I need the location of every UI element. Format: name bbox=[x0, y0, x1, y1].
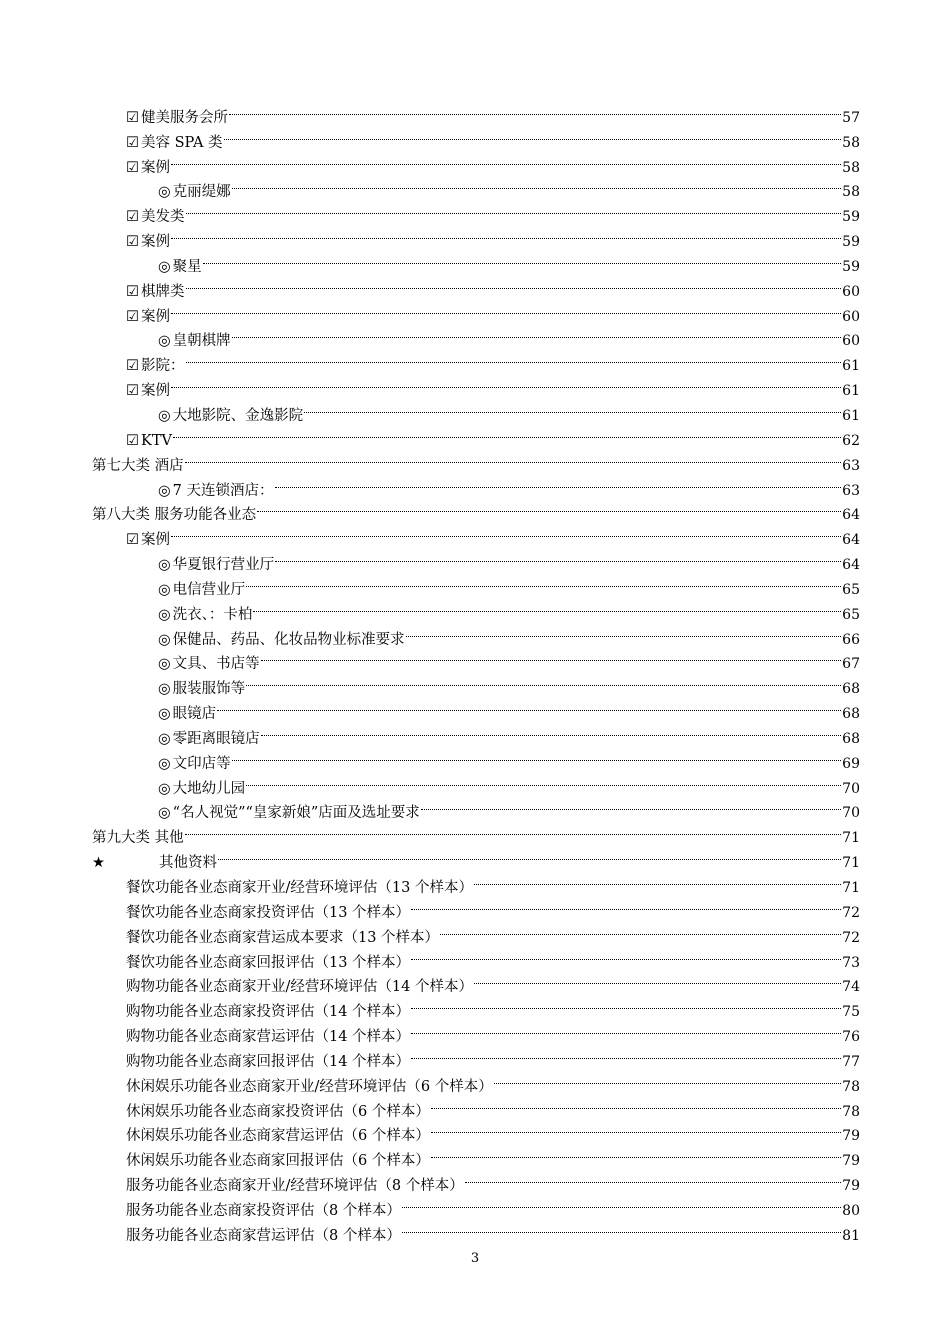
toc-entry-title: 零距离眼镜店 bbox=[172, 730, 260, 747]
dot-leader bbox=[402, 1215, 841, 1240]
toc-entry-title: 健美服务会所 bbox=[141, 109, 228, 126]
toc-entry-title: 案例 bbox=[141, 383, 170, 400]
toc-entry-page: 64 bbox=[842, 532, 860, 549]
dot-leader bbox=[304, 395, 841, 420]
dot-leader bbox=[261, 644, 841, 669]
dot-leader bbox=[232, 172, 841, 197]
toc-entry-page: 70 bbox=[842, 780, 860, 797]
toc-entry-title: 大地幼儿园 bbox=[172, 780, 246, 797]
dot-leader bbox=[474, 967, 841, 992]
dot-leader bbox=[411, 942, 841, 967]
checkbox-icon: ☑ bbox=[126, 358, 139, 375]
toc-entry-title: 购物功能各业态商家营运评估（14 个样本） bbox=[126, 1029, 411, 1046]
dot-leader bbox=[431, 1140, 841, 1165]
toc-entry[interactable] bbox=[92, 97, 860, 126]
dot-leader bbox=[431, 1116, 841, 1141]
dot-leader bbox=[465, 1165, 841, 1190]
toc-entry-page: 57 bbox=[842, 109, 860, 126]
dot-leader bbox=[421, 793, 841, 818]
toc-entry[interactable] bbox=[92, 296, 860, 325]
toc-entry-page: 78 bbox=[842, 1103, 860, 1120]
toc-entry[interactable] bbox=[92, 370, 860, 400]
toc-entry[interactable] bbox=[92, 420, 860, 449]
toc-entry-page: 60 bbox=[842, 283, 860, 300]
dot-leader bbox=[203, 246, 841, 271]
dot-leader bbox=[411, 991, 841, 1016]
toc-entry-page: 70 bbox=[842, 805, 860, 822]
dot-leader bbox=[171, 147, 841, 172]
dot-leader bbox=[224, 122, 841, 147]
toc-entry-page: 67 bbox=[842, 656, 860, 673]
dot-leader bbox=[431, 1091, 841, 1116]
toc-entry-title: 文印店等 bbox=[172, 755, 231, 772]
toc-entry-title: 眼镜店 bbox=[172, 706, 217, 723]
toc-entry-page: 63 bbox=[842, 482, 860, 499]
toc-entry-page: 79 bbox=[842, 1153, 860, 1170]
toc-entry-title: 克丽缇娜 bbox=[172, 184, 231, 201]
toc-entry-page: 68 bbox=[842, 730, 860, 747]
toc-entry[interactable] bbox=[92, 221, 860, 251]
toc-entry-page: 59 bbox=[842, 209, 860, 226]
toc-entry-page: 62 bbox=[842, 432, 860, 449]
toc-entry-page: 63 bbox=[842, 457, 860, 474]
dot-leader bbox=[406, 619, 841, 644]
toc-entry-title: 服务功能各业态商家营运评估（8 个样本） bbox=[126, 1227, 401, 1244]
toc-entry-page: 80 bbox=[842, 1202, 860, 1219]
toc-entry[interactable] bbox=[92, 147, 860, 176]
toc-entry-title: 购物功能各业态商家开业/经营环境评估（14 个样本） bbox=[126, 979, 473, 996]
toc-entry-title: 电信营业厅 bbox=[172, 581, 246, 598]
dot-leader bbox=[171, 221, 841, 246]
toc-entry-page: 81 bbox=[842, 1227, 860, 1244]
toc-entry-page: 76 bbox=[842, 1029, 860, 1046]
bullseye-icon: ◎ bbox=[158, 730, 171, 747]
toc-entry-page: 64 bbox=[842, 557, 860, 574]
toc-entry-page: 60 bbox=[842, 333, 860, 350]
toc-entry-title: 棋牌类 bbox=[141, 283, 185, 300]
toc-entry-page: 73 bbox=[842, 954, 860, 971]
dot-leader bbox=[186, 345, 842, 370]
toc-entry-page: 79 bbox=[842, 1128, 860, 1145]
toc-entry-title: 7 天连锁酒店： bbox=[172, 482, 274, 499]
toc-entry-title: 第九大类 其他 bbox=[92, 830, 184, 847]
bullseye-icon: ◎ bbox=[158, 805, 171, 822]
toc-entry-title: 案例 bbox=[141, 308, 170, 325]
toc-entry-title: 案例 bbox=[141, 159, 170, 176]
toc-entry-title: 休闲娱乐功能各业态商家开业/经营环境评估（6 个样本） bbox=[126, 1078, 493, 1095]
toc-entry-title: 案例 bbox=[141, 532, 170, 549]
toc-entry-page: 71 bbox=[842, 830, 860, 847]
toc-entry-title: 第七大类 酒店 bbox=[92, 457, 184, 474]
toc-entry-title: 购物功能各业态商家投资评估（14 个样本） bbox=[126, 1004, 411, 1021]
toc-entry-page: 72 bbox=[842, 929, 860, 946]
dot-leader bbox=[229, 97, 841, 122]
dot-leader bbox=[402, 1190, 841, 1215]
bullseye-icon: ◎ bbox=[158, 557, 171, 574]
dot-leader bbox=[186, 196, 842, 221]
dot-leader bbox=[171, 296, 841, 321]
table-of-contents bbox=[92, 97, 860, 1244]
dot-leader bbox=[246, 569, 841, 594]
dot-leader bbox=[411, 1016, 841, 1041]
checkbox-icon: ☑ bbox=[126, 109, 139, 126]
toc-entry-page: 66 bbox=[842, 631, 860, 648]
toc-entry-page: 68 bbox=[842, 706, 860, 723]
dot-leader bbox=[494, 1066, 841, 1091]
toc-entry[interactable] bbox=[92, 395, 860, 424]
toc-entry-page: 71 bbox=[842, 880, 860, 896]
toc-entry-page: 58 bbox=[842, 184, 860, 201]
toc-entry-title: 皇朝棋牌 bbox=[172, 333, 231, 350]
dot-leader bbox=[257, 495, 841, 520]
toc-entry-title: 聚星 bbox=[172, 258, 202, 275]
checkbox-icon: ☑ bbox=[126, 134, 139, 151]
bullseye-icon: ◎ bbox=[158, 631, 171, 648]
toc-entry-page: 69 bbox=[842, 755, 860, 772]
toc-entry-page: 58 bbox=[842, 159, 860, 176]
toc-entry-title: 服务功能各业态商家开业/经营环境评估（8 个样本） bbox=[126, 1178, 464, 1195]
toc-entry-title: 洗衣、：卡柏 bbox=[172, 606, 253, 623]
bullseye-icon: ◎ bbox=[158, 581, 171, 598]
toc-entry-page: 68 bbox=[842, 681, 860, 698]
bullseye-icon: ◎ bbox=[158, 333, 171, 350]
dot-leader bbox=[440, 917, 841, 942]
toc-entry[interactable] bbox=[92, 345, 860, 375]
dot-leader bbox=[186, 271, 842, 296]
toc-entry-page: 79 bbox=[842, 1178, 860, 1195]
toc-entry-page: 72 bbox=[842, 904, 860, 921]
dot-leader bbox=[411, 892, 841, 917]
toc-entry[interactable] bbox=[92, 271, 860, 300]
toc-entry-page: 65 bbox=[842, 606, 860, 623]
toc-entry-title: 影院： bbox=[141, 358, 185, 375]
dot-leader bbox=[275, 470, 842, 495]
toc-entry-title: 购物功能各业态商家回报评估（14 个样本） bbox=[126, 1053, 411, 1070]
bullseye-icon: ◎ bbox=[158, 780, 171, 797]
toc-entry-page: 74 bbox=[842, 979, 860, 996]
checkbox-icon: ☑ bbox=[126, 532, 139, 549]
bullseye-icon: ◎ bbox=[158, 258, 171, 275]
dot-leader bbox=[218, 842, 841, 867]
toc-entry-title: 服装服饰等 bbox=[172, 681, 246, 698]
bullseye-icon: ◎ bbox=[158, 606, 171, 623]
toc-entry[interactable] bbox=[92, 470, 860, 499]
dot-leader bbox=[232, 321, 841, 346]
toc-entry-title: 休闲娱乐功能各业态商家回报评估（6 个样本） bbox=[126, 1153, 430, 1170]
dot-leader bbox=[253, 594, 841, 619]
toc-entry[interactable] bbox=[92, 321, 860, 350]
toc-entry-title: KTV bbox=[141, 432, 172, 449]
checkbox-icon: ☑ bbox=[126, 234, 139, 251]
dot-leader bbox=[246, 768, 841, 793]
toc-entry-title: 餐饮功能各业态商家投资评估（13 个样本） bbox=[126, 904, 411, 921]
dot-leader bbox=[171, 370, 841, 395]
toc-entry-page: 77 bbox=[842, 1053, 860, 1070]
toc-entry-page: 61 bbox=[842, 358, 860, 375]
toc-entry[interactable] bbox=[92, 445, 860, 474]
checkbox-icon: ☑ bbox=[126, 308, 139, 325]
checkbox-icon: ☑ bbox=[126, 209, 139, 226]
toc-entry-page: 65 bbox=[842, 581, 860, 598]
toc-entry[interactable] bbox=[92, 172, 860, 201]
toc-entry-title: 餐饮功能各业态商家回报评估（13 个样本） bbox=[126, 954, 411, 971]
toc-entry[interactable] bbox=[92, 519, 860, 549]
toc-entry-page: 64 bbox=[842, 507, 860, 524]
checkbox-icon: ☑ bbox=[126, 159, 139, 176]
toc-entry-title: 餐饮功能各业态商家营运成本要求（13 个样本） bbox=[126, 929, 440, 946]
toc-entry-page: 75 bbox=[842, 1004, 860, 1021]
toc-entry-page: 60 bbox=[842, 308, 860, 325]
toc-entry-page: 61 bbox=[842, 383, 860, 400]
toc-entry[interactable] bbox=[92, 842, 860, 872]
toc-entry-title: 美容 SPA 类 bbox=[141, 134, 223, 151]
toc-entry-title: 案例 bbox=[141, 234, 170, 251]
dot-leader bbox=[185, 817, 841, 842]
toc-entry[interactable] bbox=[92, 817, 860, 847]
checkbox-icon: ☑ bbox=[126, 383, 139, 400]
dot-leader bbox=[171, 519, 841, 544]
dot-leader bbox=[173, 420, 841, 445]
dot-leader bbox=[474, 867, 841, 892]
toc-entry-page: 59 bbox=[842, 234, 860, 251]
toc-entry[interactable] bbox=[92, 544, 860, 574]
toc-entry-title: 其他资料 bbox=[159, 855, 217, 872]
bullseye-icon: ◎ bbox=[158, 656, 171, 673]
toc-entry-title: 文具、书店等 bbox=[172, 656, 260, 673]
dot-leader bbox=[246, 668, 841, 693]
checkbox-icon: ☑ bbox=[126, 283, 139, 300]
dot-leader bbox=[411, 1041, 841, 1066]
toc-entry-title: 休闲娱乐功能各业态商家投资评估（6 个样本） bbox=[126, 1103, 430, 1120]
toc-entry-page: 71 bbox=[842, 855, 860, 872]
bullseye-icon: ◎ bbox=[158, 706, 171, 723]
dot-leader bbox=[185, 445, 841, 470]
bullseye-icon: ◎ bbox=[158, 755, 171, 772]
toc-entry-page: 58 bbox=[842, 134, 860, 151]
toc-entry-title: 华夏银行营业厅 bbox=[172, 557, 275, 574]
page-number: 3 bbox=[470, 1251, 480, 1266]
toc-entry-title: 美发类 bbox=[141, 209, 185, 226]
bullseye-icon: ◎ bbox=[158, 681, 171, 698]
dot-leader bbox=[232, 743, 841, 768]
toc-entry[interactable] bbox=[92, 246, 860, 275]
toc-entry-title: 大地影院、金逸影院 bbox=[172, 407, 304, 424]
toc-entry-page: 78 bbox=[842, 1078, 860, 1095]
star-icon: ★ bbox=[92, 855, 105, 872]
bullseye-icon: ◎ bbox=[158, 184, 171, 201]
toc-entry-title: 服务功能各业态商家投资评估（8 个样本） bbox=[126, 1202, 401, 1219]
dot-leader bbox=[261, 718, 841, 743]
dot-leader bbox=[217, 693, 841, 718]
bullseye-icon: ◎ bbox=[158, 407, 171, 424]
toc-entry-title: 保健品、药品、化妆品物业标准要求 bbox=[172, 631, 405, 648]
toc-entry-title: 第八大类 服务功能各业态 bbox=[92, 507, 257, 524]
checkbox-icon: ☑ bbox=[126, 432, 139, 449]
toc-entry-page: 59 bbox=[842, 258, 860, 275]
toc-entry-title: 餐饮功能各业态商家开业/经营环境评估（13 个样本） bbox=[126, 880, 473, 896]
dot-leader bbox=[275, 544, 841, 569]
bullseye-icon: ◎ bbox=[158, 482, 171, 499]
toc-entry-title: 休闲娱乐功能各业态商家营运评估（6 个样本） bbox=[126, 1128, 430, 1145]
toc-entry[interactable] bbox=[92, 196, 860, 226]
toc-entry-title: “名人视觉”“皇家新娘”店面及选址要求 bbox=[172, 805, 420, 822]
toc-entry-page: 61 bbox=[842, 407, 860, 424]
